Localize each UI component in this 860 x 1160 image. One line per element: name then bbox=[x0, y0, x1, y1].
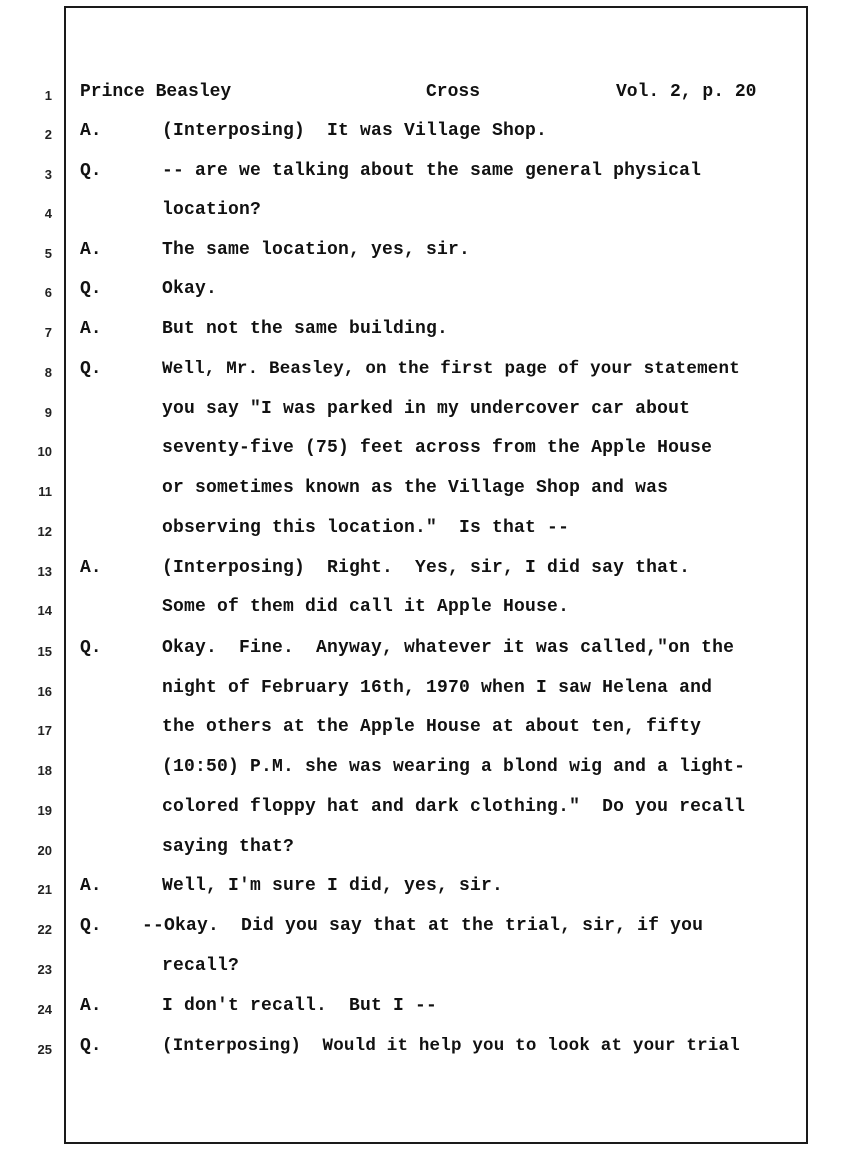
line-text: (Interposing) It was Village Shop. bbox=[162, 121, 548, 141]
speaker-label: A. bbox=[80, 319, 102, 339]
line-number: 25 bbox=[37, 1042, 52, 1057]
line-number: 11 bbox=[38, 484, 52, 499]
line-number: 24 bbox=[37, 1002, 52, 1017]
line-text: or sometimes known as the Village Shop and was bbox=[162, 478, 669, 498]
line-number: 17 bbox=[37, 723, 52, 738]
transcript-line bbox=[0, 672, 860, 710]
line-number: 4 bbox=[44, 206, 52, 221]
line-text: Well, I'm sure I did, yes, sir. bbox=[162, 876, 504, 896]
speaker-label: A. bbox=[80, 876, 102, 896]
transcript-line bbox=[0, 1030, 860, 1068]
line-number: 22 bbox=[37, 922, 52, 937]
line-text: the others at the Apple House at about ten, fifty bbox=[162, 717, 702, 737]
transcript-line bbox=[0, 273, 860, 311]
transcript-line bbox=[0, 990, 860, 1028]
line-number: 7 bbox=[44, 325, 52, 340]
line-number: 10 bbox=[37, 444, 52, 459]
transcript-line bbox=[0, 950, 860, 988]
line-number: 14 bbox=[37, 603, 52, 618]
transcript-line bbox=[0, 313, 860, 351]
line-text: --Okay. Did you say that at the trial, sir, if you bbox=[142, 916, 704, 936]
line-number: 16 bbox=[37, 684, 52, 699]
examination-type: Cross bbox=[426, 82, 481, 102]
line-text: night of February 16th, 1970 when I saw Helena and bbox=[162, 678, 713, 698]
transcript-line bbox=[0, 751, 860, 789]
transcript-line bbox=[0, 870, 860, 908]
speaker-label: Q. bbox=[80, 359, 102, 379]
line-number: 20 bbox=[37, 843, 52, 858]
line-text: Okay. Fine. Anyway, whatever it was called,"on the bbox=[162, 638, 735, 658]
line-text: But not the same building. bbox=[162, 319, 449, 339]
line-text: The same location, yes, sir. bbox=[162, 240, 471, 260]
volume-page: Vol. 2, p. 20 bbox=[616, 82, 757, 102]
transcript-line bbox=[0, 432, 860, 470]
speaker-label: A. bbox=[80, 558, 102, 578]
line-text: -- are we talking about the same general physical bbox=[162, 161, 702, 181]
line-text: you say "I was parked in my undercover car about bbox=[162, 399, 691, 419]
transcript-line bbox=[0, 234, 860, 272]
transcript-line bbox=[0, 115, 860, 153]
line-number: 9 bbox=[44, 405, 52, 420]
speaker-label: Q. bbox=[80, 279, 102, 299]
speaker-label: A. bbox=[80, 996, 102, 1016]
transcript-line bbox=[0, 194, 860, 232]
speaker-label: Q. bbox=[80, 161, 102, 181]
line-text: Okay. bbox=[162, 279, 218, 299]
line-number: 3 bbox=[44, 167, 52, 182]
line-number: 5 bbox=[44, 246, 52, 261]
line-number: 18 bbox=[37, 763, 52, 778]
line-text: I don't recall. But I -- bbox=[162, 996, 438, 1016]
line-number: 6 bbox=[44, 285, 52, 300]
transcript-line bbox=[0, 472, 860, 510]
transcript-line bbox=[0, 155, 860, 193]
line-text: location? bbox=[162, 200, 262, 220]
line-text: (Interposing) Would it help you to look at your trial bbox=[162, 1036, 740, 1056]
transcript-line bbox=[0, 512, 860, 550]
line-number: 12 bbox=[37, 524, 52, 539]
line-text: saying that? bbox=[162, 837, 295, 857]
line-number: 19 bbox=[37, 803, 52, 818]
line-text: (10:50) P.M. she was wearing a blond wig and a light- bbox=[162, 757, 746, 777]
line-text: (Interposing) Right. Yes, sir, I did say that. bbox=[162, 558, 691, 578]
line-number: 13 bbox=[37, 564, 52, 579]
transcript-line bbox=[0, 910, 860, 948]
transcript-line bbox=[0, 353, 860, 391]
transcript-line bbox=[0, 552, 860, 590]
transcript-line bbox=[0, 711, 860, 749]
line-number: 21 bbox=[37, 882, 52, 897]
speaker-label: A. bbox=[80, 121, 102, 141]
transcript-line bbox=[0, 591, 860, 629]
transcript-line bbox=[0, 831, 860, 869]
line-number: 23 bbox=[37, 962, 52, 977]
line-text: Some of them did call it Apple House. bbox=[162, 597, 570, 617]
line-text: colored floppy hat and dark clothing." Do you recall bbox=[162, 797, 746, 817]
line-number: 1 bbox=[44, 88, 52, 103]
transcript-line bbox=[0, 393, 860, 431]
speaker-label: Q. bbox=[80, 1036, 102, 1056]
line-text: seventy-five (75) feet across from the Apple House bbox=[162, 438, 713, 458]
line-number: 8 bbox=[44, 365, 52, 380]
line-text: Well, Mr. Beasley, on the first page of your statement bbox=[162, 359, 740, 379]
line-text: observing this location." Is that -- bbox=[162, 518, 570, 538]
transcript-line bbox=[0, 632, 860, 670]
transcript-line bbox=[0, 76, 860, 114]
line-number: 15 bbox=[37, 644, 52, 659]
line-number: 2 bbox=[44, 127, 52, 142]
witness-name: Prince Beasley bbox=[80, 82, 232, 102]
transcript-line bbox=[0, 791, 860, 829]
speaker-label: Q. bbox=[80, 638, 102, 658]
speaker-label: A. bbox=[80, 240, 102, 260]
line-text: recall? bbox=[162, 956, 240, 976]
speaker-label: Q. bbox=[80, 916, 102, 936]
